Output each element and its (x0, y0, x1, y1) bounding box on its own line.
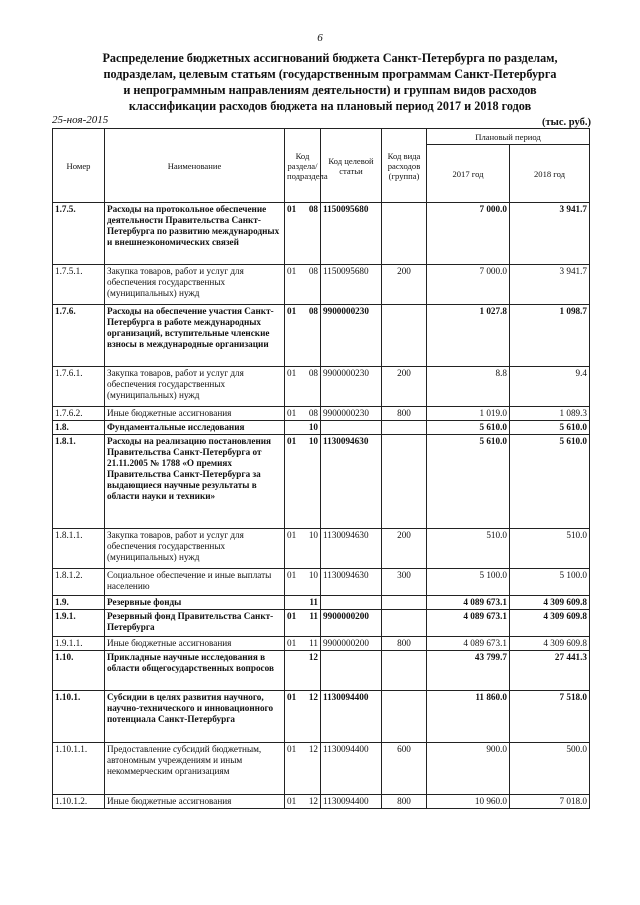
row-name: Закупка товаров, работ и услуг для обеспечения государственных (муниципальных) нужд (105, 265, 285, 305)
row-target-code: 1130094630 (321, 435, 382, 529)
row-target-code: 1130094400 (321, 691, 382, 743)
row-section-code (285, 529, 321, 569)
header-expense-type-code: Код вида расходов (группа) (382, 129, 427, 203)
row-target-code (321, 651, 382, 691)
header-planned-period: Плановый период (427, 129, 590, 145)
row-target-code: 1130094630 (321, 569, 382, 596)
subsection-code: 10 (308, 436, 318, 446)
table-row (53, 651, 590, 691)
row-value-2018: 7 518.0 (510, 691, 590, 743)
row-target-code (321, 421, 382, 435)
table-row (53, 569, 590, 596)
row-number: 1.8. (53, 421, 105, 435)
section-code: 01 (287, 436, 297, 446)
row-section-code (285, 596, 321, 610)
row-expense-type (382, 610, 427, 637)
subsection-code: 08 (308, 368, 318, 378)
row-target-code: 9900000230 (321, 407, 382, 421)
units-label: (тыс. руб.) (542, 117, 591, 128)
subsection-code: 11 (309, 611, 318, 621)
row-name: Резервный фонд Правительства Санкт-Петербурга (105, 610, 285, 637)
row-name: Иные бюджетные ассигнования (105, 637, 285, 651)
table-row (53, 637, 590, 651)
row-target-code: 1130094400 (321, 795, 382, 809)
title-line: классификации расходов бюджета на плановый период 2017 и 2018 годов (128, 99, 532, 113)
row-value-2017: 5 610.0 (427, 421, 510, 435)
section-code: 01 (287, 266, 297, 276)
row-section-code (285, 367, 321, 407)
row-number: 1.10.1. (53, 691, 105, 743)
table-row (53, 795, 590, 809)
row-value-2017: 1 019.0 (427, 407, 510, 421)
row-section-code (285, 265, 321, 305)
table-row (53, 367, 590, 407)
row-target-code: 1130094400 (321, 743, 382, 795)
row-section-code (285, 305, 321, 367)
row-section-code (285, 651, 321, 691)
row-number: 1.7.6. (53, 305, 105, 367)
section-code: 01 (287, 638, 297, 648)
subsection-code: 12 (308, 796, 318, 806)
row-expense-type: 200 (382, 265, 427, 305)
row-value-2017: 8.8 (427, 367, 510, 407)
subsection-code: 10 (308, 422, 318, 432)
row-name: Прикладные научные исследования в области общегосударственных вопросов (105, 651, 285, 691)
row-value-2018: 4 309 609.8 (510, 610, 590, 637)
table-row (53, 435, 590, 529)
row-name: Иные бюджетные ассигнования (105, 407, 285, 421)
row-section-code (285, 795, 321, 809)
row-value-2018: 3 941.7 (510, 203, 590, 265)
row-target-code: 1150095680 (321, 203, 382, 265)
row-section-code (285, 407, 321, 421)
row-expense-type: 200 (382, 529, 427, 569)
document-date: 25-ноя-2015 (52, 114, 109, 126)
subsection-code: 08 (308, 266, 318, 276)
subsection-code: 10 (308, 570, 318, 580)
row-value-2018: 4 309 609.8 (510, 637, 590, 651)
subsection-code: 12 (308, 692, 318, 702)
row-number: 1.10. (53, 651, 105, 691)
subsection-code: 12 (308, 744, 318, 754)
row-number: 1.7.6.2. (53, 407, 105, 421)
row-name: Расходы на обеспечение участия Санкт-Петербурга в работе международных организаций, вступительные членские взносы в международные организации (105, 305, 285, 367)
row-expense-type (382, 651, 427, 691)
row-section-code (285, 691, 321, 743)
row-section-code (285, 421, 321, 435)
row-expense-type: 200 (382, 367, 427, 407)
row-value-2018: 3 941.7 (510, 265, 590, 305)
row-number: 1.7.5.1. (53, 265, 105, 305)
row-expense-type: 600 (382, 743, 427, 795)
row-value-2017: 4 089 673.1 (427, 637, 510, 651)
row-value-2017: 5 610.0 (427, 435, 510, 529)
row-value-2017: 5 100.0 (427, 569, 510, 596)
row-value-2017: 43 799.7 (427, 651, 510, 691)
subsection-code: 11 (309, 597, 318, 607)
row-value-2018: 1 089.3 (510, 407, 590, 421)
row-section-code (285, 203, 321, 265)
row-target-code: 9900000200 (321, 610, 382, 637)
row-value-2017: 900.0 (427, 743, 510, 795)
table-row (53, 407, 590, 421)
header-section-code: Код раздела/ подраздела (285, 129, 321, 203)
row-name: Социальное обеспечение и иные выплаты населению (105, 569, 285, 596)
row-expense-type (382, 421, 427, 435)
row-value-2017: 1 027.8 (427, 305, 510, 367)
row-value-2018: 1 098.7 (510, 305, 590, 367)
row-expense-type (382, 691, 427, 743)
row-section-code (285, 610, 321, 637)
section-code: 01 (287, 744, 297, 754)
title-line: подразделам, целевым статьям (государственным программам Санкт-Петербурга (103, 67, 557, 81)
section-code: 01 (287, 692, 297, 702)
row-name: Резервные фонды (105, 596, 285, 610)
row-value-2017: 10 960.0 (427, 795, 510, 809)
subsection-code: 12 (308, 652, 318, 662)
row-value-2018: 4 309 609.8 (510, 596, 590, 610)
section-code: 01 (287, 306, 297, 316)
row-target-code: 9900000230 (321, 305, 382, 367)
row-name: Расходы на реализацию постановления Правительства Санкт-Петербурга от 21.11.2005 № 1788 «О премиях Правительства Санкт-Петербурга за выдающиеся научные результаты в области науки и техники» (105, 435, 285, 529)
row-name: Фундаментальные исследования (105, 421, 285, 435)
header-name: Наименование (105, 129, 285, 203)
row-value-2017: 4 089 673.1 (427, 610, 510, 637)
title-line: и непрограммным направлениям деятельности) и группам видов расходов (123, 83, 537, 97)
table-row (53, 305, 590, 367)
row-number: 1.9.1. (53, 610, 105, 637)
section-code: 01 (287, 530, 297, 540)
table-row (53, 421, 590, 435)
row-expense-type: 800 (382, 407, 427, 421)
row-value-2018: 510.0 (510, 529, 590, 569)
row-value-2017: 4 089 673.1 (427, 596, 510, 610)
subsection-code: 11 (309, 638, 318, 648)
table-row (53, 596, 590, 610)
row-target-code (321, 596, 382, 610)
page-number: 6 (317, 32, 323, 44)
subsection-code: 08 (308, 306, 318, 316)
section-code: 01 (287, 611, 297, 621)
row-name: Предоставление субсидий бюджетным, автономным учреждениям и иным некоммерческим организациям (105, 743, 285, 795)
row-section-code (285, 569, 321, 596)
table-row (53, 529, 590, 569)
row-number: 1.8.1. (53, 435, 105, 529)
row-number: 1.8.1.1. (53, 529, 105, 569)
row-name: Закупка товаров, работ и услуг для обеспечения государственных (муниципальных) нужд (105, 529, 285, 569)
section-code: 01 (287, 368, 297, 378)
header-year-2017: 2017 год (427, 145, 510, 203)
row-section-code (285, 743, 321, 795)
row-value-2018: 500.0 (510, 743, 590, 795)
row-number: 1.7.5. (53, 203, 105, 265)
row-expense-type: 800 (382, 795, 427, 809)
row-number: 1.9.1.1. (53, 637, 105, 651)
table-row (53, 691, 590, 743)
row-value-2017: 7 000.0 (427, 203, 510, 265)
row-expense-type (382, 305, 427, 367)
row-value-2017: 7 000.0 (427, 265, 510, 305)
row-number: 1.7.6.1. (53, 367, 105, 407)
row-expense-type: 300 (382, 569, 427, 596)
section-code: 01 (287, 570, 297, 580)
subsection-code: 10 (308, 530, 318, 540)
row-value-2018: 5 100.0 (510, 569, 590, 596)
row-target-code: 1150095680 (321, 265, 382, 305)
row-name: Закупка товаров, работ и услуг для обеспечения государственных (муниципальных) нужд (105, 367, 285, 407)
budget-table (52, 128, 590, 809)
row-target-code: 9900000230 (321, 367, 382, 407)
subsection-code: 08 (308, 408, 318, 418)
row-expense-type: 800 (382, 637, 427, 651)
section-code: 01 (287, 408, 297, 418)
row-value-2017: 510.0 (427, 529, 510, 569)
table-row (53, 610, 590, 637)
document-title (60, 50, 600, 114)
row-value-2018: 9.4 (510, 367, 590, 407)
row-value-2018: 5 610.0 (510, 435, 590, 529)
row-value-2018: 27 441.3 (510, 651, 590, 691)
section-code: 01 (287, 204, 297, 214)
table-row (53, 265, 590, 305)
row-number: 1.8.1.2. (53, 569, 105, 596)
row-name: Субсидии в целях развития научного, научно-технического и инновационного потенциала Санкт-Петербурга (105, 691, 285, 743)
title-line: Распределение бюджетных ассигнований бюджета Санкт-Петербурга по разделам, (102, 51, 558, 65)
table-row (53, 743, 590, 795)
header-year-2018: 2018 год (510, 145, 590, 203)
row-expense-type (382, 435, 427, 529)
section-code: 01 (287, 796, 297, 806)
row-number: 1.9. (53, 596, 105, 610)
row-expense-type (382, 203, 427, 265)
row-section-code (285, 637, 321, 651)
subsection-code: 08 (308, 204, 318, 214)
row-value-2018: 5 610.0 (510, 421, 590, 435)
row-value-2017: 11 860.0 (427, 691, 510, 743)
row-name: Иные бюджетные ассигнования (105, 795, 285, 809)
row-section-code (285, 435, 321, 529)
row-number: 1.10.1.1. (53, 743, 105, 795)
table-row (53, 203, 590, 265)
row-number: 1.10.1.2. (53, 795, 105, 809)
row-target-code: 1130094630 (321, 529, 382, 569)
header-target-code: Код целевой статьи (321, 129, 382, 203)
header-number: Номер (53, 129, 105, 203)
row-name: Расходы на протокольное обеспечение деятельности Правительства Санкт-Петербурга по развитию международных и внешнеэкономических связей (105, 203, 285, 265)
row-target-code: 9900000200 (321, 637, 382, 651)
row-value-2018: 7 018.0 (510, 795, 590, 809)
row-expense-type (382, 596, 427, 610)
